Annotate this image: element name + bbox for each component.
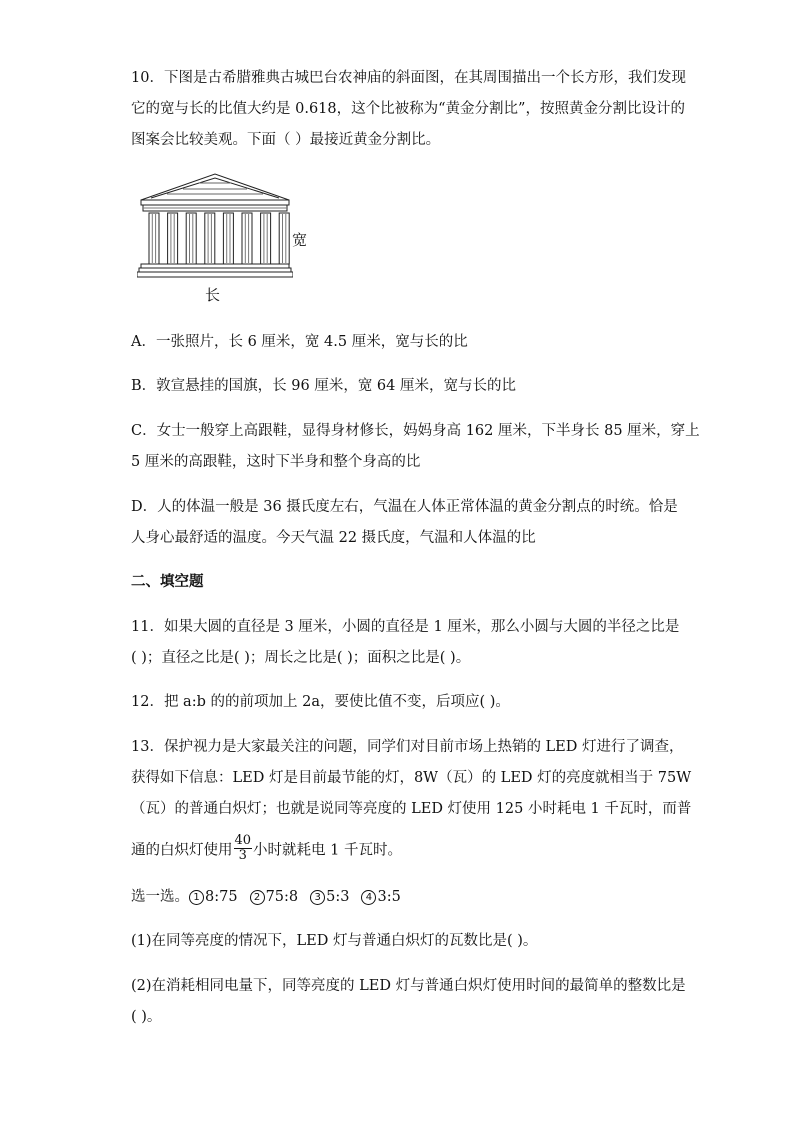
temple-column xyxy=(261,213,271,264)
q10-option-d-line-1: D．人的体温一般是 36 摄氏度左右，气温在人体正常体温的黄金分割点的时统。恰是 xyxy=(131,499,678,515)
q13-line-2: 获得如下信息：LED 灯是目前最节能的灯，8W（瓦）的 LED 灯的亮度就相当于 75W xyxy=(131,770,692,786)
q10-option-c-line-2: 5 厘米的高跟鞋，这时下半身和整个身高的比 xyxy=(131,454,421,470)
q13-sub-2-line-2: ( )。 xyxy=(131,1009,162,1025)
q13-sub-1: (1)在同等亮度的情况下，LED 灯与普通白炽灯的瓦数比是( )。 xyxy=(131,933,538,949)
q10-option-c-line-1: C．女士一般穿上高跟鞋，显得身材修长，妈妈身高 162 厘米，下半身长 85 厘米，穿上 xyxy=(131,423,700,439)
q12-line-1: 12．把 a:b 的的前项加上 2a，要使比值不变，后项应( )。 xyxy=(131,694,510,710)
temple-column xyxy=(279,213,289,264)
section-title: 二、填空题 xyxy=(131,573,204,590)
parthenon-figure xyxy=(137,172,293,282)
length-label: 长 xyxy=(205,286,221,304)
choice-3-marker: 3 xyxy=(310,890,325,905)
q13-choices xyxy=(131,887,401,907)
q13-line-3: （瓦）的普通白炽灯；也就是说同等亮度的 LED 灯使用 125 小时耗电 1 千瓦时，而普 xyxy=(131,801,692,817)
q13-line-4-after: 小时就耗电 1 千瓦时。 xyxy=(253,842,402,859)
q13-line-4 xyxy=(131,833,402,865)
choice-1-text: 8:75 xyxy=(205,889,238,905)
fraction xyxy=(234,834,253,863)
q10-option-b: B．敦宣悬挂的国旗，长 96 厘米，宽 64 厘米，宽与长的比 xyxy=(131,378,516,394)
q10-line-1: 10．下图是古希腊雅典古城巴台农神庙的斜面图，在其周围描出一个长方形，我们发现 xyxy=(131,70,686,86)
fraction-numerator: 40 xyxy=(234,833,252,848)
choose-label: 选一选。 xyxy=(131,889,189,905)
q13-line-1: 13．保护视力是大家最关注的问题，同学们对目前市场上热销的 LED 灯进行了调查， xyxy=(131,739,684,755)
choice-4-marker: 4 xyxy=(361,890,376,905)
temple-column xyxy=(149,213,159,264)
temple-column xyxy=(168,213,178,264)
q11-line-2: ( )；直径之比是( )；周长之比是( )；面积之比是( )。 xyxy=(131,650,471,666)
temple-column xyxy=(223,213,233,264)
choice-3-text: 5:3 xyxy=(326,889,350,905)
choice-2-text: 75:8 xyxy=(265,889,299,905)
q11-line-1: 11．如果大圆的直径是 3 厘米，小圆的直径是 1 厘米，那么小圆与大圆的半径之比是 xyxy=(131,619,680,635)
temple-column xyxy=(242,213,252,264)
temple-column xyxy=(186,213,196,264)
q13-sub-2-line-1: (2)在消耗相同电量下，同等亮度的 LED 灯与普通白炽灯使用时间的最简单的整数比是 xyxy=(131,978,686,994)
q10-line-3: 图案会比较美观。下面（ ）最接近黄金分割比。 xyxy=(131,132,441,148)
width-label: 宽 xyxy=(292,231,308,249)
q10-line-2: 它的宽与长的比值大约是 0.618，这个比被称为“黄金分割比”，按照黄金分割比设计的 xyxy=(131,101,685,117)
choice-1-marker: 1 xyxy=(189,890,204,905)
q10-option-d-line-2: 人身心最舒适的温度。今天气温 22 摄氏度，气温和人体温的比 xyxy=(131,530,536,546)
q10-option-a: A．一张照片，长 6 厘米，宽 4.5 厘米，宽与长的比 xyxy=(131,334,468,350)
choice-2-marker: 2 xyxy=(250,890,265,905)
choice-4-text: 3:5 xyxy=(377,889,401,905)
q13-line-4-before: 通的白炽灯使用 xyxy=(131,842,233,859)
temple-column xyxy=(205,213,215,264)
fraction-denominator: 3 xyxy=(238,848,247,863)
